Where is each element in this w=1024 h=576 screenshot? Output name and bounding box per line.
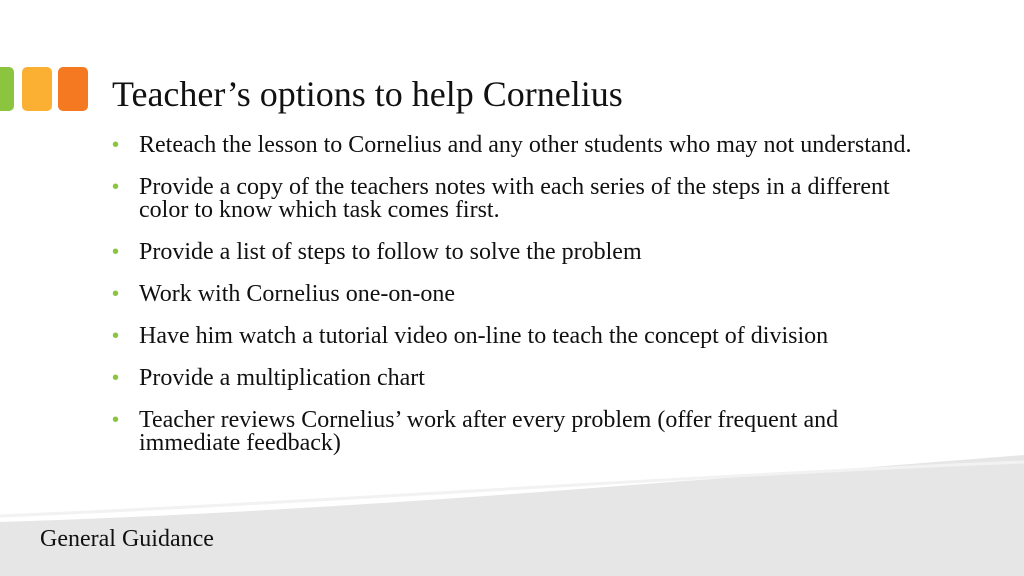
bullet-icon: • bbox=[112, 283, 120, 305]
bullet-text: Provide a copy of the teachers notes with each series of the steps in a different color to know which task comes first. bbox=[139, 174, 890, 223]
bullet-item bbox=[112, 325, 912, 348]
bullet-list bbox=[112, 134, 912, 474]
bullet-icon: • bbox=[112, 325, 120, 347]
bullet-icon: • bbox=[112, 367, 120, 389]
accent-square-green bbox=[0, 67, 14, 111]
slide-title: Teacher’s options to help Cornelius bbox=[112, 74, 623, 114]
bullet-text: Provide a multiplication chart bbox=[139, 365, 425, 391]
bullet-icon: • bbox=[112, 134, 120, 156]
footer-label: General Guidance bbox=[40, 526, 214, 552]
accent-square-orange bbox=[58, 67, 88, 111]
bullet-item bbox=[112, 134, 912, 157]
bullet-text: Teacher reviews Cornelius’ work after every problem (offer frequent and immediate feedback) bbox=[139, 407, 839, 456]
bullet-text: Reteach the lesson to Cornelius and any other students who may not understand. bbox=[139, 132, 912, 158]
bullet-item bbox=[112, 409, 912, 455]
bullet-item bbox=[112, 283, 912, 306]
bullet-item bbox=[112, 176, 912, 222]
bullet-item bbox=[112, 241, 912, 264]
bullet-text: Provide a list of steps to follow to solve the problem bbox=[139, 239, 642, 265]
bullet-icon: • bbox=[112, 409, 120, 431]
bullet-icon: • bbox=[112, 241, 120, 263]
bullet-text: Work with Cornelius one-on-one bbox=[139, 281, 456, 307]
bullet-icon: • bbox=[112, 176, 120, 198]
accent-square-yellow bbox=[22, 67, 52, 111]
bullet-text: Have him watch a tutorial video on-line to teach the concept of division bbox=[139, 323, 829, 349]
bullet-item bbox=[112, 367, 912, 390]
